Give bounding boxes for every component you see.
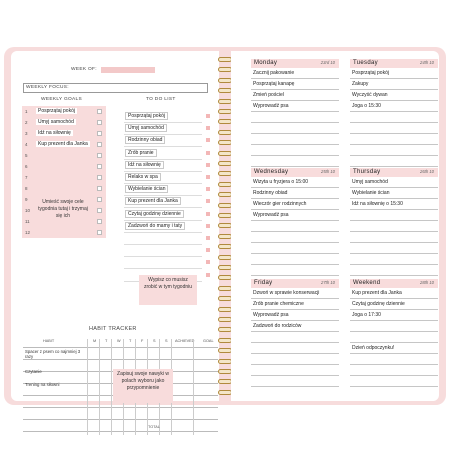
day-line [251,122,339,123]
todo-checkbox[interactable] [206,248,210,252]
goal-checkbox[interactable] [97,175,102,180]
todo-row [124,221,210,233]
day-line [251,275,339,276]
todo-checkbox[interactable] [206,273,210,277]
weekly-goals-label: WEEKLY GOALS [41,97,83,102]
day-entry[interactable]: Dzwoń w sprawie konserwacji [253,290,320,296]
day-header [350,279,438,288]
spiral-ring [218,171,232,176]
habit-name[interactable]: Spacer z psem co najmniej 3 razy [25,349,81,359]
day-line [350,198,438,199]
day-header [251,279,339,288]
goal-number: 3 [25,131,28,136]
planner [4,47,446,429]
day-entry[interactable]: Zrób pranie chemiczne [253,301,304,307]
goal-text[interactable]: Idź na siłownię [38,130,71,136]
todo-text[interactable]: Idź na siłownię [125,161,164,169]
day-header [251,168,339,177]
day-name: Thursday [353,169,381,175]
goal-checkbox[interactable] [97,153,102,158]
goal-number: 4 [25,142,28,147]
goal-number: 6 [25,164,28,169]
goal-row [22,151,106,162]
spiral-ring [218,348,232,353]
day-header [251,59,339,68]
right-page [231,51,439,401]
day-line [350,122,438,123]
todo-checkbox[interactable] [206,199,210,203]
goal-checkbox[interactable] [97,230,102,235]
day-entry[interactable]: Rodzinny obiad [253,190,288,196]
todo-row [124,172,210,184]
spiral-ring [218,234,232,239]
spiral-ring [218,338,232,343]
todo-text[interactable]: Kup prezent dla Janka [125,197,181,205]
spiral-ring [218,359,232,364]
day-line [350,166,438,167]
day-entry[interactable]: Joga o 15:30 [352,103,381,109]
todo-row [124,123,210,135]
goal-checkbox[interactable] [97,186,102,191]
todo-checkbox[interactable] [206,212,210,216]
spiral-ring [218,88,232,93]
day-entry[interactable]: Dzień odpoczynku! [352,345,395,351]
goal-col-header: GOAL [203,339,214,343]
spiral-ring [218,161,232,166]
day-line [350,100,438,101]
habit-row-line [23,419,218,420]
day-name: Wednesday [254,169,289,175]
day-line [350,253,438,254]
day-block-thursday [350,168,438,276]
day-line [350,320,438,321]
todo-text[interactable]: Posprzątaj pokój [125,112,168,120]
day-entry[interactable]: Zakupy [352,81,369,87]
todo-text[interactable]: Zadzwoń do mamy i taty [125,222,185,230]
day-date[interactable]: 27th 10 [321,280,335,285]
day-entry[interactable]: Czytaj godzinę dziennie [352,301,405,307]
goal-number: 11 [25,219,30,224]
spiral-ring [218,390,232,395]
spiral-ring [218,192,232,197]
habit-day-header: T [129,339,132,343]
todo-text[interactable]: Wybielanie ścian [125,185,168,193]
habit-day-header: M [93,339,97,343]
goal-checkbox[interactable] [97,208,102,213]
habit-day-header: S [165,339,168,343]
day-header [350,59,438,68]
day-date[interactable]: 24th 10 [420,60,434,65]
todo-text[interactable]: Relaks w spa [125,173,161,181]
day-line [251,100,339,101]
spiral-ring [218,265,232,270]
day-entry[interactable]: Wizyta u fryzjera o 15:00 [253,179,309,185]
goal-checkbox[interactable] [97,142,102,147]
goal-number: 5 [25,153,28,158]
day-line [251,331,339,332]
goal-row [22,129,106,140]
day-entry[interactable]: Kup prezent dla Janka [352,290,402,296]
day-block-friday [251,279,339,387]
habit-col-line [99,339,100,435]
todo-row [124,196,210,208]
day-entry[interactable]: Wyczyść dywan [352,92,388,98]
day-line [251,353,339,354]
week-of-field[interactable] [101,67,155,73]
day-line [350,375,438,376]
todo-text[interactable]: Rodzinny obiad [125,136,165,144]
spiral-binding [218,53,232,399]
day-line [350,242,438,243]
spiral-ring [218,151,232,156]
habit-day-header: T [105,339,108,343]
day-entry[interactable]: Posprzątaj kanapę [253,81,295,87]
habit-day-header: F [141,339,144,343]
day-entry[interactable]: Zadzwoń do rodziców [253,323,302,329]
goal-number: 7 [25,175,28,180]
day-line [350,264,438,265]
day-line [350,155,438,156]
day-line [251,231,339,232]
day-line [350,298,438,299]
day-line [251,166,339,167]
day-line [251,364,339,365]
day-line [251,342,339,343]
day-block-wednesday [251,168,339,276]
week-of-label: WEEK OF: [71,67,97,72]
spiral-ring [218,213,232,218]
achieved-col-header: ACHIEVED [175,339,195,343]
spiral-ring [218,182,232,187]
todo-checkbox[interactable] [206,224,210,228]
day-entry[interactable]: Zmień pościel [253,92,284,98]
spiral-ring [218,255,232,260]
goal-checkbox[interactable] [97,109,102,114]
goals-callout: Umieść swoje cele tygodnia tutaj i trzymaj się ich [33,197,93,227]
weekly-focus-label: WEEKLY FOCUS: [26,85,69,90]
day-name: Friday [254,280,273,286]
day-line [251,375,339,376]
habit-day-header: W [117,339,121,343]
habit-row-line [23,347,218,348]
todo-row [124,184,210,196]
todo-row-empty[interactable] [124,245,210,257]
day-date[interactable]: 28th 10 [420,280,434,285]
todo-checkbox[interactable] [206,236,210,240]
day-name: Monday [254,60,278,66]
todo-text[interactable]: Umyj samochód [125,124,167,132]
left-page [11,51,219,429]
day-line [350,220,438,221]
todo-row [124,160,210,172]
spiral-ring [218,275,232,280]
goal-row [22,107,106,118]
goal-number: 9 [25,197,28,202]
habit-total-label: TOTAL [148,425,160,429]
goal-number: 12 [25,230,31,235]
day-date[interactable]: 26th 10 [420,169,434,174]
day-line [350,187,438,188]
day-line [251,144,339,145]
day-entry[interactable]: Wieczór gier rodzinnych [253,201,307,207]
spiral-ring [218,286,232,291]
day-line [251,386,339,387]
day-entry[interactable]: Wyprowadź psa [253,312,289,318]
day-line [350,353,438,354]
day-name: Tuesday [353,60,378,66]
day-line [350,342,438,343]
goal-row [22,118,106,129]
day-entry[interactable]: Umyj samochód [352,179,388,185]
todo-checkbox[interactable] [206,187,210,191]
goal-text[interactable]: Posprzątaj pokój [38,108,75,114]
spiral-ring [218,109,232,114]
day-line [350,231,438,232]
day-entry[interactable]: Posprzątaj pokój [352,70,389,76]
goal-text[interactable]: Kup prezent dla Janka [38,141,88,147]
day-line [251,309,339,310]
day-entry[interactable]: Zacznij pakowanie [253,70,295,76]
spiral-ring [218,140,232,145]
todo-checkbox[interactable] [206,138,210,142]
day-entry[interactable]: Wybielanie ścian [352,190,390,196]
spiral-ring [218,296,232,301]
day-entry[interactable]: Wyprowadź psa [253,212,289,218]
spiral-ring [218,317,232,322]
goal-checkbox[interactable] [97,219,102,224]
habit-col-header: HABIT [43,339,55,343]
day-entry[interactable]: Idź na siłownię o 15:30 [352,201,403,207]
goal-number: 10 [25,208,31,213]
spiral-ring [218,223,232,228]
to-do-label: TO DO LIST [146,97,176,102]
day-date[interactable]: 23rd 10 [320,60,335,65]
day-line [350,78,438,79]
day-header [350,168,438,177]
day-line [350,209,438,210]
spiral-ring [218,203,232,208]
goal-row [22,140,106,151]
day-block-weekend [350,279,438,387]
habit-col-line [87,339,88,435]
day-line [350,89,438,90]
goal-checkbox[interactable] [97,131,102,136]
spiral-ring [218,57,232,62]
habit-row-line [23,407,218,408]
day-line [251,78,339,79]
day-line [350,111,438,112]
todo-row [124,135,210,147]
spiral-ring [218,369,232,374]
day-line [251,155,339,156]
day-line [350,331,438,332]
habit-day-header: S [153,339,156,343]
spiral-ring [218,78,232,83]
todo-checkbox[interactable] [206,151,210,155]
spiral-ring [218,99,232,104]
habit-name[interactable]: Trening na siłowni [25,382,60,387]
habit-col-line [111,339,112,435]
todo-row [124,209,210,221]
day-name: Weekend [353,280,381,286]
day-line [251,111,339,112]
habit-name[interactable]: Czytanie [25,369,42,374]
goal-row [22,228,106,239]
spiral-ring [218,307,232,312]
spiral-ring [218,130,232,135]
day-line [251,253,339,254]
todo-row [124,111,210,123]
habit-col-line [193,339,194,435]
goal-checkbox[interactable] [97,197,102,202]
todo-text[interactable]: Zrób pranie [125,149,157,157]
habit-callout: Zapisuj swoje nawyki w polach wyboru jako przypomnienie [113,369,173,403]
todo-row [124,148,210,160]
todo-checkbox[interactable] [206,175,210,179]
day-line [350,144,438,145]
goal-checkbox[interactable] [97,120,102,125]
day-line [350,133,438,134]
goal-number: 8 [25,186,28,191]
goal-checkbox[interactable] [97,164,102,169]
goal-number: 1 [25,109,28,114]
goal-row [22,173,106,184]
spiral-ring [218,119,232,124]
day-line [251,198,339,199]
goal-row [22,184,106,195]
day-line [251,133,339,134]
todo-checkbox[interactable] [206,114,210,118]
day-line [251,320,339,321]
todo-checkbox[interactable] [206,163,210,167]
habit-row-line [23,431,218,432]
spiral-ring [218,244,232,249]
goal-row [22,162,106,173]
todo-text[interactable]: Czytaj godzinę dziennie [125,210,184,218]
day-line [350,309,438,310]
day-line [350,275,438,276]
day-date[interactable]: 25th 10 [321,169,335,174]
day-line [251,298,339,299]
todo-checkbox[interactable] [206,260,210,264]
habit-tracker-title: HABIT TRACKER [89,326,137,332]
todo-row-empty[interactable] [124,257,210,269]
spiral-ring [218,67,232,72]
todo-checkbox[interactable] [206,126,210,130]
goal-number: 2 [25,120,28,125]
day-line [350,386,438,387]
day-entry[interactable]: Wyprowadź psa [253,103,289,109]
day-line [251,187,339,188]
spiral-ring [218,379,232,384]
day-line [251,264,339,265]
day-line [251,209,339,210]
day-block-tuesday [350,59,438,167]
todo-row-empty[interactable] [124,233,210,245]
spiral-ring [218,327,232,332]
day-line [251,242,339,243]
day-line [251,220,339,221]
day-block-monday [251,59,339,167]
todo-callout: Wypisz co musisz zrobić w tym tygodniu [139,275,197,305]
day-entry[interactable]: Joga o 17:30 [352,312,381,318]
habit-row-line [23,359,218,360]
goal-text[interactable]: Umyj samochód [38,119,74,125]
day-line [251,89,339,90]
day-line [350,364,438,365]
